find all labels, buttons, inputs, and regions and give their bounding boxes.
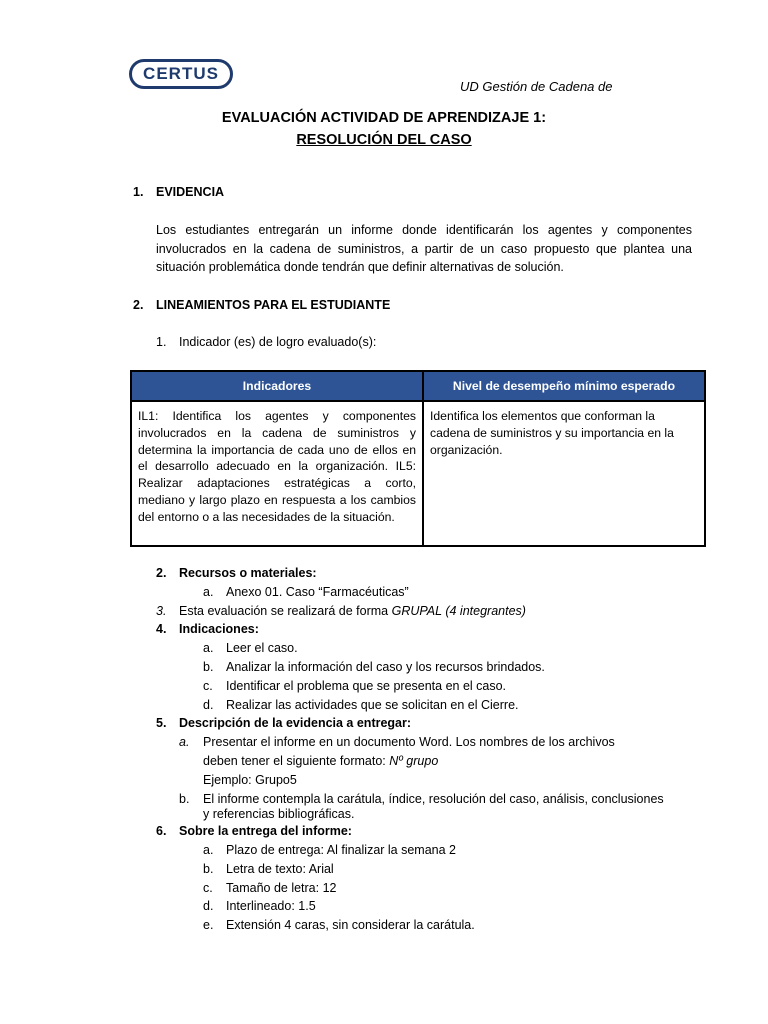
list-subitem: Letra de texto: Arial bbox=[226, 862, 334, 876]
table-header-nivel: Nivel de desempeño mínimo esperado bbox=[423, 371, 705, 401]
list-subitem-format bbox=[203, 754, 438, 768]
list-item-descripcion: Descripción de la evidencia a entregar: bbox=[179, 716, 412, 730]
list-subitem-letter: a. bbox=[203, 641, 214, 655]
logo-text: CERTUS bbox=[143, 64, 219, 83]
list-subitem: Plazo de entrega: Al finalizar la semana 2 bbox=[226, 843, 456, 857]
list-item-number: 5. bbox=[156, 716, 167, 730]
indicator-item-text: Indicador (es) de logro evaluado(s): bbox=[179, 335, 377, 349]
list-item-indicaciones: Indicaciones: bbox=[179, 622, 259, 636]
list-subitem: Interlineado: 1.5 bbox=[226, 899, 316, 913]
list-subitem: Leer el caso. bbox=[226, 641, 298, 655]
format-italic: Nº grupo bbox=[389, 754, 439, 768]
list-subitem: Analizar la información del caso y los recursos brindados. bbox=[226, 660, 545, 674]
list-subitem-continued: y referencias bibliográficas. bbox=[203, 807, 355, 821]
list-subitem: Tamaño de letra: 12 bbox=[226, 881, 337, 895]
list-item-entrega: Sobre la entrega del informe: bbox=[179, 824, 352, 838]
grupal-italic: GRUPAL (4 integrantes) bbox=[391, 604, 526, 618]
indicators-table bbox=[130, 370, 706, 547]
grupal-text: Esta evaluación se realizará de forma bbox=[179, 604, 392, 618]
page-title: EVALUACIÓN ACTIVIDAD DE APRENDIZAJE 1: bbox=[221, 110, 547, 126]
list-subitem: Identificar el problema que se presenta en el caso. bbox=[226, 679, 507, 693]
table-header-indicadores: Indicadores bbox=[131, 371, 423, 401]
list-subitem: El informe contempla la carátula, índice, resolución del caso, análisis, conclusiones bbox=[203, 792, 664, 806]
section1-paragraph: Los estudiantes entregarán un informe donde identificarán los agentes y componentes involucrados en la cadena de suministros, a partir de un caso propuesto que plantea una situación problemática donde tendrán que definir alternativas de solución. bbox=[156, 223, 692, 274]
list-subitem-letter: a. bbox=[179, 735, 190, 749]
list-item-number: 4. bbox=[156, 622, 167, 636]
table-row bbox=[131, 401, 705, 546]
certus-logo bbox=[129, 59, 233, 89]
list-subitem-letter: b. bbox=[179, 792, 190, 806]
list-subitem-letter: b. bbox=[203, 660, 214, 674]
list-subitem-example: Ejemplo: Grupo5 bbox=[203, 773, 297, 787]
list-item-number: 3. bbox=[156, 604, 167, 618]
list-subitem-letter: c. bbox=[203, 679, 213, 693]
list-subitem-letter: a. bbox=[203, 585, 214, 599]
section2-heading: LINEAMIENTOS PARA EL ESTUDIANTE bbox=[156, 298, 391, 312]
table-header-row bbox=[131, 371, 705, 401]
list-subitem: Presentar el informe en un documento Word. Los nombres de los archivos bbox=[203, 735, 615, 749]
list-item-number: 6. bbox=[156, 824, 167, 838]
page-subtitle: RESOLUCIÓN DEL CASO bbox=[296, 132, 472, 148]
section2-number: 2. bbox=[133, 298, 144, 312]
course-header: UD Gestión de Cadena de bbox=[460, 80, 613, 94]
list-subitem-anexo: Anexo 01. Caso “Farmacéuticas” bbox=[226, 585, 409, 599]
list-subitem-letter: a. bbox=[203, 843, 214, 857]
list-subitem: Extensión 4 caras, sin considerar la carátula. bbox=[226, 918, 475, 932]
list-subitem-letter: b. bbox=[203, 862, 214, 876]
list-subitem-letter: d. bbox=[203, 899, 214, 913]
list-item-grupal bbox=[179, 604, 526, 618]
section1-heading: EVIDENCIA bbox=[156, 185, 225, 199]
list-subitem-letter: d. bbox=[203, 698, 214, 712]
list-subitem-letter: c. bbox=[203, 881, 213, 895]
list-subitem: Realizar las actividades que se solicitan en el Cierre. bbox=[226, 698, 519, 712]
table-cell-level: Identifica los elementos que conforman la cadena de suministros y su importancia en la organización. bbox=[423, 401, 705, 546]
list-subitem-letter: e. bbox=[203, 918, 214, 932]
table-cell-indicators: IL1: Identifica los agentes y componentes involucrados en la cadena de suministros y determina la importancia de cada uno de ellos en el desarrollo adecuado en la organización. IL5: Realizar adaptaciones estratégicas a corto, mediano y largo plazo en respuesta a los cambios del entorno o a las necesidades de la situación. bbox=[131, 401, 423, 546]
indicator-item-number: 1. bbox=[156, 335, 167, 349]
list-item-resources: Recursos o materiales: bbox=[179, 566, 317, 580]
list-item-number: 2. bbox=[156, 566, 167, 580]
section1-number: 1. bbox=[133, 185, 144, 199]
format-text: deben tener el siguiente formato: bbox=[203, 754, 390, 768]
